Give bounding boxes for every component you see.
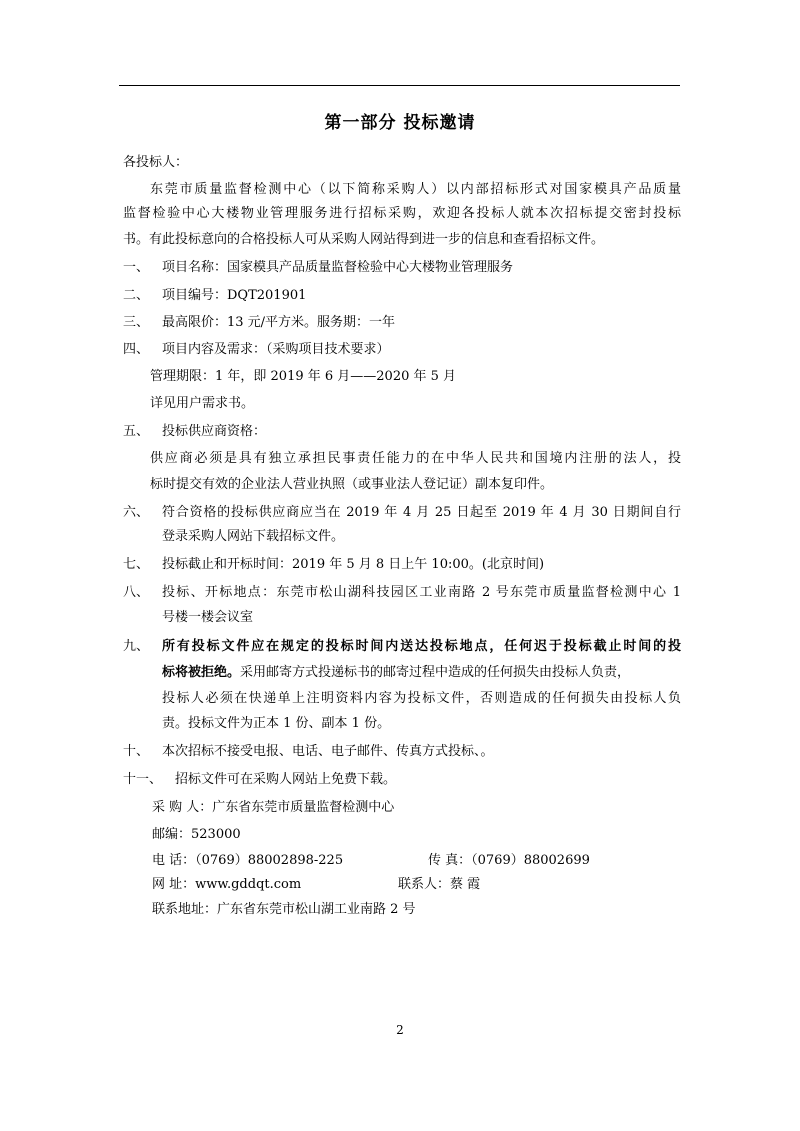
- item-8-number: 八、: [123, 585, 150, 600]
- item-6-number: 六、: [123, 505, 150, 520]
- item-3-text: 最高限价：13 元/平方米。服务期：一年: [162, 315, 396, 330]
- item-4-text: 项目内容及需求：（采购项目技术要求）: [162, 342, 390, 357]
- item-9-bold-line-2: 标将被拒绝。: [162, 665, 241, 680]
- item-4-subline-2: 详见用户需求书。: [150, 396, 255, 411]
- item-8-subline-1: 号楼一楼会议室: [162, 610, 254, 625]
- contact-fax: 传 真：（0769）88002699: [428, 853, 590, 868]
- item-8-text: 投标、开标地点：东莞市松山湖科技园区工业南路 2 号东莞市质量监督检测中心 1: [162, 585, 681, 600]
- item-5-subline-2: 标时提交有效的企业法人营业执照（或事业法人登记证）副本复印件。: [150, 477, 554, 492]
- item-10-text: 本次招标不接受电报、电话、电子邮件、传真方式投标、。: [162, 744, 494, 759]
- item-10-number: 十、: [123, 744, 150, 759]
- item-5-number: 五、: [123, 424, 150, 439]
- contact-buyer: 采 购 人：广东省东莞市质量监督检测中心: [152, 800, 395, 815]
- item-2-text: 项目编号：DQT201901: [162, 288, 307, 303]
- contact-phone: 电 话：（0769）88002898-225: [152, 853, 344, 868]
- item-1-text: 项目名称：国家模具产品质量监督检验中心大楼物业管理服务: [162, 260, 514, 275]
- item-5-subline-1: 供应商必须是具有独立承担民事责任能力的在中华人民共和国境内注册的法人，投: [150, 451, 681, 466]
- intro-line-1: 东莞市质量监督检测中心（以下简称采购人）以内部招标形式对国家模具产品质量: [150, 182, 681, 197]
- intro-line-3: 书。有此投标意向的合格投标人可从采购人网站得到进一步的信息和查看招标文件。: [123, 232, 605, 247]
- greeting: 各投标人：: [123, 155, 189, 170]
- item-9-rest-line-2: 采用邮寄方式投递标书的邮寄过程中造成的任何损失由投标人负责，: [240, 665, 631, 680]
- item-7-text: 投标截止和开标时间：2019 年 5 月 8 日上午 10:00。(北京时间): [162, 557, 545, 572]
- contact-website: 网 址：www.gddqt.com: [152, 877, 302, 892]
- item-9-line-2: [162, 665, 630, 681]
- header-rule: [119, 85, 680, 86]
- contact-person: 联系人：蔡 霞: [398, 877, 481, 892]
- item-4-subline-1: 管理期限：1 年，即 2019 年 6 月——2020 年 5 月: [150, 369, 457, 384]
- item-9-number: 九、: [123, 639, 150, 654]
- item-3-number: 三、: [123, 315, 150, 330]
- item-1-number: 一、: [123, 260, 150, 275]
- item-7-number: 七、: [123, 557, 150, 572]
- page-number: 2: [396, 1023, 404, 1037]
- item-9-subline-4: 责。投标文件为正本 1 份、副本 1 份。: [162, 716, 391, 731]
- contact-address: 联系地址：广东省东莞市松山湖工业南路 2 号: [152, 902, 416, 917]
- page-title: 第一部分 投标邀请: [324, 113, 476, 133]
- item-9-subline-3: 投标人必须在快递单上注明资料内容为投标文件，否则造成的任何损失由投标人负: [162, 691, 681, 706]
- item-6-text: 符合资格的投标供应商应当在 2019 年 4 月 25 日起至 2019 年 4 月 30 日期间自行: [162, 505, 681, 520]
- intro-line-2: 监督检验中心大楼物业管理服务进行招标采购，欢迎各投标人就本次招标提交密封投标: [123, 206, 681, 221]
- item-2-number: 二、: [123, 288, 150, 303]
- item-11-text: 招标文件可在采购人网站上免费下载。: [175, 772, 397, 787]
- item-6-subline-1: 登录采购人网站下载招标文件。: [162, 529, 345, 544]
- item-11-number: 十一、: [123, 772, 163, 787]
- item-5-text: 投标供应商资格：: [162, 424, 267, 439]
- contact-postcode: 邮编：523000: [152, 827, 241, 842]
- item-4-number: 四、: [123, 342, 150, 357]
- item-9-bold-line-1: 所有投标文件应在规定的投标时间内送达投标地点，任何迟于投标截止时间的投: [162, 639, 681, 654]
